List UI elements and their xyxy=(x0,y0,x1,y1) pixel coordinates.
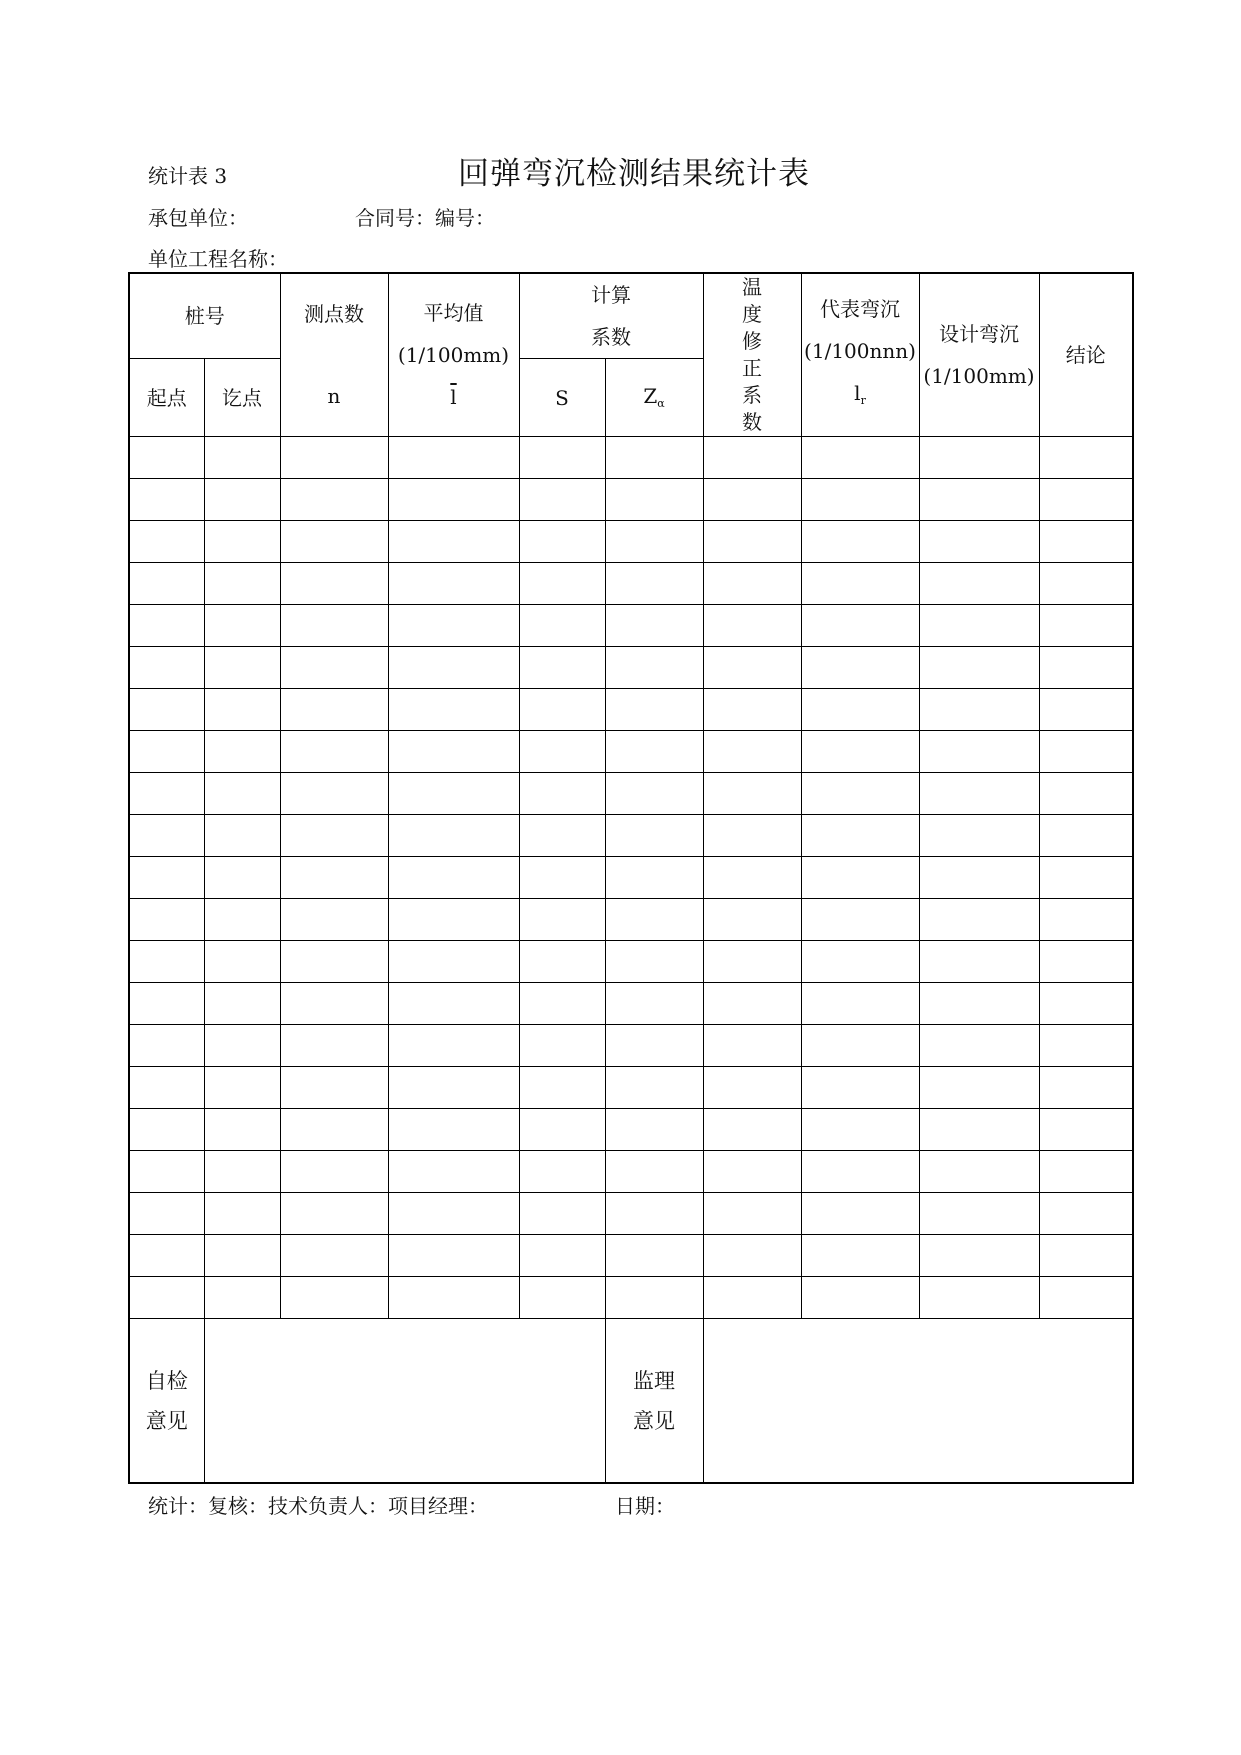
table-cell[interactable] xyxy=(280,1235,388,1277)
table-cell[interactable] xyxy=(703,941,801,983)
table-cell[interactable] xyxy=(388,1067,519,1109)
table-cell[interactable] xyxy=(801,815,919,857)
header-points-label: 测点数 xyxy=(304,302,364,326)
table-cell[interactable] xyxy=(801,1277,919,1319)
table-cell[interactable] xyxy=(703,1193,801,1235)
table-row xyxy=(129,1277,1133,1319)
table-cell[interactable] xyxy=(204,731,280,773)
table-cell[interactable] xyxy=(703,983,801,1025)
table-cell[interactable] xyxy=(204,521,280,563)
table-cell[interactable] xyxy=(129,1151,204,1193)
table-row xyxy=(129,1025,1133,1067)
footer-signatures: 统计：复核：技术负责人：项目经理： xyxy=(148,1494,488,1518)
table-row xyxy=(129,941,1133,983)
table-cell[interactable] xyxy=(801,857,919,899)
table-cell[interactable] xyxy=(519,647,605,689)
table-cell[interactable] xyxy=(605,437,703,479)
table-cell[interactable] xyxy=(1039,899,1133,941)
table-cell[interactable] xyxy=(801,647,919,689)
header-mean-label: 平均值 xyxy=(423,301,484,325)
table-cell[interactable] xyxy=(204,983,280,1025)
table-cell[interactable] xyxy=(1039,773,1133,815)
table-cell[interactable] xyxy=(129,773,204,815)
table-cell[interactable] xyxy=(801,1151,919,1193)
table-cell[interactable] xyxy=(1039,563,1133,605)
table-cell[interactable] xyxy=(1039,605,1133,647)
table-cell[interactable] xyxy=(919,899,1039,941)
table-cell[interactable] xyxy=(388,605,519,647)
table-cell[interactable] xyxy=(280,563,388,605)
table-cell[interactable] xyxy=(1039,731,1133,773)
opinion-row xyxy=(129,1319,1133,1484)
table-cell[interactable] xyxy=(280,899,388,941)
header-rep-label: 代表弯沉 xyxy=(820,297,900,321)
rep-symbol-l: l xyxy=(854,381,861,405)
table-cell[interactable] xyxy=(280,1151,388,1193)
table-cell[interactable] xyxy=(519,983,605,1025)
table-cell[interactable] xyxy=(388,1193,519,1235)
table-cell[interactable] xyxy=(919,1109,1039,1151)
header-mean-unit: (1/100mm) xyxy=(397,343,510,367)
table-cell[interactable] xyxy=(703,479,801,521)
table-cell[interactable] xyxy=(703,1067,801,1109)
table-cell[interactable] xyxy=(204,563,280,605)
table-cell[interactable] xyxy=(1039,1277,1133,1319)
table-cell[interactable] xyxy=(280,941,388,983)
table-number: 统计表 3 xyxy=(148,164,228,188)
header-temp-factor xyxy=(703,273,801,437)
table-cell[interactable] xyxy=(519,899,605,941)
table-cell[interactable] xyxy=(129,983,204,1025)
table-cell[interactable] xyxy=(703,815,801,857)
table-cell[interactable] xyxy=(801,689,919,731)
table-cell[interactable] xyxy=(388,899,519,941)
table-row xyxy=(129,689,1133,731)
table-cell[interactable] xyxy=(919,731,1039,773)
table-cell[interactable] xyxy=(919,857,1039,899)
table-cell[interactable] xyxy=(605,479,703,521)
table-cell[interactable] xyxy=(801,1109,919,1151)
table-cell[interactable] xyxy=(703,521,801,563)
table-cell[interactable] xyxy=(388,437,519,479)
supervision-label: 监理意见 xyxy=(633,1368,675,1433)
table-cell[interactable] xyxy=(519,731,605,773)
table-cell[interactable] xyxy=(919,1193,1039,1235)
table-cell[interactable] xyxy=(388,941,519,983)
table-cell[interactable] xyxy=(801,731,919,773)
table-cell[interactable] xyxy=(388,773,519,815)
footer-date: 日期： xyxy=(615,1494,675,1518)
table-cell[interactable] xyxy=(388,983,519,1025)
table-cell[interactable] xyxy=(129,647,204,689)
table-cell[interactable] xyxy=(519,1067,605,1109)
table-cell[interactable] xyxy=(129,1235,204,1277)
table-cell[interactable] xyxy=(605,857,703,899)
table-cell[interactable] xyxy=(280,857,388,899)
table-cell[interactable] xyxy=(204,479,280,521)
table-row xyxy=(129,983,1133,1025)
table-cell[interactable] xyxy=(919,1235,1039,1277)
table-cell[interactable] xyxy=(204,1193,280,1235)
header-mean-symbol: $\overline{l}$ xyxy=(450,385,457,409)
table-cell[interactable] xyxy=(388,479,519,521)
table-cell[interactable] xyxy=(605,521,703,563)
table-cell[interactable] xyxy=(703,563,801,605)
table-cell[interactable] xyxy=(280,1067,388,1109)
header-s: S xyxy=(519,359,605,437)
table-row xyxy=(129,437,1133,479)
table-cell[interactable] xyxy=(519,815,605,857)
table-cell[interactable] xyxy=(1039,857,1133,899)
table-cell[interactable] xyxy=(605,1151,703,1193)
table-cell[interactable] xyxy=(204,605,280,647)
table-cell[interactable] xyxy=(801,899,919,941)
table-cell[interactable] xyxy=(129,941,204,983)
table-cell[interactable] xyxy=(388,1151,519,1193)
table-cell[interactable] xyxy=(519,605,605,647)
table-cell[interactable] xyxy=(1039,1067,1133,1109)
table-row xyxy=(129,1067,1133,1109)
table-cell[interactable] xyxy=(388,1235,519,1277)
table-cell[interactable] xyxy=(605,815,703,857)
table-cell[interactable] xyxy=(605,773,703,815)
table-cell[interactable] xyxy=(1039,815,1133,857)
table-cell[interactable] xyxy=(129,1067,204,1109)
table-cell[interactable] xyxy=(919,563,1039,605)
header-conclusion: 结论 xyxy=(1039,273,1133,437)
table-cell[interactable] xyxy=(703,1151,801,1193)
table-cell[interactable] xyxy=(919,521,1039,563)
table-cell[interactable] xyxy=(388,1277,519,1319)
table-cell[interactable] xyxy=(280,689,388,731)
table-row xyxy=(129,731,1133,773)
table-cell[interactable] xyxy=(280,983,388,1025)
table-cell[interactable] xyxy=(919,1277,1039,1319)
table-cell[interactable] xyxy=(605,1109,703,1151)
table-row xyxy=(129,605,1133,647)
table-cell[interactable] xyxy=(204,899,280,941)
table-row xyxy=(129,647,1133,689)
table-cell[interactable] xyxy=(801,1235,919,1277)
table-cell[interactable] xyxy=(919,1151,1039,1193)
header-calc: 计算 xyxy=(591,283,631,307)
table-cell[interactable] xyxy=(801,1025,919,1067)
table-cell[interactable] xyxy=(919,1067,1039,1109)
table-cell[interactable] xyxy=(919,815,1039,857)
table-cell[interactable] xyxy=(280,479,388,521)
self-check-field[interactable] xyxy=(204,1319,605,1484)
header-rep-deflection xyxy=(801,273,919,437)
table-cell[interactable] xyxy=(519,941,605,983)
table-cell[interactable] xyxy=(519,857,605,899)
table-cell[interactable] xyxy=(605,689,703,731)
table-cell[interactable] xyxy=(129,479,204,521)
table-cell[interactable] xyxy=(1039,983,1133,1025)
table-cell[interactable] xyxy=(280,773,388,815)
table-cell[interactable] xyxy=(280,437,388,479)
self-check-label-cell xyxy=(129,1319,204,1484)
table-cell[interactable] xyxy=(519,1109,605,1151)
table-cell[interactable] xyxy=(605,899,703,941)
table-cell[interactable] xyxy=(703,773,801,815)
table-cell[interactable] xyxy=(129,731,204,773)
table-cell[interactable] xyxy=(280,1025,388,1067)
table-row xyxy=(129,1151,1133,1193)
table-cell[interactable] xyxy=(519,521,605,563)
header-rep-symbol xyxy=(802,372,919,422)
table-cell[interactable] xyxy=(1039,1109,1133,1151)
table-row xyxy=(129,773,1133,815)
table-row xyxy=(129,899,1133,941)
rep-symbol-sub: r xyxy=(860,394,866,407)
header-temp-label: 温度修正系数 xyxy=(742,275,762,434)
self-check-label: 自检意见 xyxy=(145,1368,188,1433)
header-coef: 系数 xyxy=(591,325,631,349)
header-design-unit: (1/100mm) xyxy=(923,364,1035,388)
table-cell[interactable] xyxy=(703,731,801,773)
table-cell[interactable] xyxy=(129,521,204,563)
table-cell[interactable] xyxy=(280,1109,388,1151)
table-cell[interactable] xyxy=(801,1067,919,1109)
contract-no-label: 合同号：编号： xyxy=(355,206,495,230)
table-cell[interactable] xyxy=(605,1193,703,1235)
table-cell[interactable] xyxy=(519,773,605,815)
supervision-field[interactable] xyxy=(703,1319,1133,1484)
table-cell[interactable] xyxy=(703,857,801,899)
table-cell[interactable] xyxy=(605,1025,703,1067)
table-cell[interactable] xyxy=(519,563,605,605)
table-cell[interactable] xyxy=(801,605,919,647)
header-end: 讫点 xyxy=(204,359,280,437)
table-cell[interactable] xyxy=(204,1067,280,1109)
table-cell[interactable] xyxy=(280,1193,388,1235)
table-cell[interactable] xyxy=(204,1235,280,1277)
table-cell[interactable] xyxy=(919,605,1039,647)
table-row xyxy=(129,1235,1133,1277)
header-row-1 xyxy=(129,273,1133,359)
header-z xyxy=(605,359,703,437)
table-cell[interactable] xyxy=(801,983,919,1025)
table-cell[interactable] xyxy=(1039,689,1133,731)
table-row xyxy=(129,1109,1133,1151)
table-cell[interactable] xyxy=(605,983,703,1025)
table-cell[interactable] xyxy=(519,1193,605,1235)
table-cell[interactable] xyxy=(703,1109,801,1151)
z-subscript: α xyxy=(657,397,665,411)
table-cell[interactable] xyxy=(204,815,280,857)
table-cell[interactable] xyxy=(801,521,919,563)
supervision-label-cell xyxy=(605,1319,703,1484)
table-cell[interactable] xyxy=(703,899,801,941)
table-cell[interactable] xyxy=(519,1025,605,1067)
table-cell[interactable] xyxy=(1039,479,1133,521)
table-cell[interactable] xyxy=(919,941,1039,983)
header-calc-coef xyxy=(519,273,703,359)
table-cell[interactable] xyxy=(605,1067,703,1109)
table-cell[interactable] xyxy=(919,437,1039,479)
table-cell[interactable] xyxy=(129,563,204,605)
table-cell[interactable] xyxy=(801,941,919,983)
table-cell[interactable] xyxy=(919,773,1039,815)
table-cell[interactable] xyxy=(129,857,204,899)
table-cell[interactable] xyxy=(605,941,703,983)
table-cell[interactable] xyxy=(801,437,919,479)
table-cell[interactable] xyxy=(519,479,605,521)
table-row xyxy=(129,521,1133,563)
table-cell[interactable] xyxy=(129,1277,204,1319)
table-cell[interactable] xyxy=(388,563,519,605)
table-cell[interactable] xyxy=(519,437,605,479)
table-cell[interactable] xyxy=(919,1025,1039,1067)
table-cell[interactable] xyxy=(204,689,280,731)
table-cell[interactable] xyxy=(129,437,204,479)
table-cell[interactable] xyxy=(801,479,919,521)
table-cell[interactable] xyxy=(1039,1151,1133,1193)
table-cell[interactable] xyxy=(129,1109,204,1151)
table-cell[interactable] xyxy=(204,437,280,479)
table-cell[interactable] xyxy=(204,1277,280,1319)
table-cell[interactable] xyxy=(919,689,1039,731)
page-title: 回弹弯沉检测结果统计表 xyxy=(458,156,810,192)
table-row xyxy=(129,479,1133,521)
table-cell[interactable] xyxy=(388,689,519,731)
table-cell[interactable] xyxy=(605,1277,703,1319)
table-cell[interactable] xyxy=(388,647,519,689)
table-cell[interactable] xyxy=(129,689,204,731)
table-cell[interactable] xyxy=(129,899,204,941)
header-points-symbol: n xyxy=(327,384,341,408)
table-cell[interactable] xyxy=(801,1193,919,1235)
table-cell[interactable] xyxy=(1039,437,1133,479)
table-cell[interactable] xyxy=(280,731,388,773)
header-design-deflection xyxy=(919,273,1039,437)
table-cell[interactable] xyxy=(280,647,388,689)
table-cell[interactable] xyxy=(204,647,280,689)
header-start: 起点 xyxy=(129,359,204,437)
table-row xyxy=(129,857,1133,899)
table-cell[interactable] xyxy=(388,521,519,563)
table-cell[interactable] xyxy=(703,605,801,647)
project-name-label: 单位工程名称： xyxy=(148,247,288,271)
table-row xyxy=(129,563,1133,605)
table-cell[interactable] xyxy=(605,563,703,605)
table-cell[interactable] xyxy=(703,437,801,479)
table-cell[interactable] xyxy=(129,815,204,857)
table-cell[interactable] xyxy=(605,731,703,773)
table-cell[interactable] xyxy=(703,1277,801,1319)
table-cell[interactable] xyxy=(1039,1193,1133,1235)
table-cell[interactable] xyxy=(129,1193,204,1235)
table-cell[interactable] xyxy=(388,731,519,773)
table-cell[interactable] xyxy=(519,689,605,731)
table-cell[interactable] xyxy=(280,521,388,563)
table-cell[interactable] xyxy=(204,773,280,815)
table-cell[interactable] xyxy=(388,1109,519,1151)
table-cell[interactable] xyxy=(703,1235,801,1277)
table-cell[interactable] xyxy=(605,605,703,647)
table-cell[interactable] xyxy=(919,479,1039,521)
table-cell[interactable] xyxy=(388,815,519,857)
deflection-stats-table xyxy=(128,272,1134,1484)
table-cell[interactable] xyxy=(519,1277,605,1319)
table-cell[interactable] xyxy=(703,689,801,731)
table-cell[interactable] xyxy=(801,773,919,815)
table-cell[interactable] xyxy=(280,1277,388,1319)
table-cell[interactable] xyxy=(1039,521,1133,563)
table-cell[interactable] xyxy=(388,857,519,899)
table-row xyxy=(129,1193,1133,1235)
table-cell[interactable] xyxy=(204,857,280,899)
table-cell[interactable] xyxy=(1039,1235,1133,1277)
table-cell[interactable] xyxy=(519,1151,605,1193)
table-cell[interactable] xyxy=(1039,647,1133,689)
table-cell[interactable] xyxy=(204,1109,280,1151)
table-cell[interactable] xyxy=(129,1025,204,1067)
header-station: 桩号 xyxy=(129,273,280,359)
table-row xyxy=(129,815,1133,857)
table-cell[interactable] xyxy=(204,1151,280,1193)
table-cell[interactable] xyxy=(388,1025,519,1067)
table-cell[interactable] xyxy=(1039,941,1133,983)
header-points xyxy=(280,273,388,437)
table-cell[interactable] xyxy=(703,1025,801,1067)
table-cell[interactable] xyxy=(280,815,388,857)
header-mean xyxy=(388,273,519,437)
table-cell[interactable] xyxy=(703,647,801,689)
table-cell[interactable] xyxy=(129,605,204,647)
z-symbol: Z xyxy=(643,384,658,409)
table-cell[interactable] xyxy=(605,647,703,689)
header-rep-unit: (1/100nnn) xyxy=(804,339,916,363)
table-cell[interactable] xyxy=(801,563,919,605)
table-cell[interactable] xyxy=(605,1235,703,1277)
table-cell[interactable] xyxy=(1039,1025,1133,1067)
table-cell[interactable] xyxy=(204,941,280,983)
table-cell[interactable] xyxy=(519,1235,605,1277)
table-cell[interactable] xyxy=(204,1025,280,1067)
contractor-label: 承包单位： xyxy=(148,206,248,230)
table-cell[interactable] xyxy=(919,647,1039,689)
header-design-label: 设计弯沉 xyxy=(939,322,1019,346)
table-cell[interactable] xyxy=(919,983,1039,1025)
table-cell[interactable] xyxy=(280,605,388,647)
